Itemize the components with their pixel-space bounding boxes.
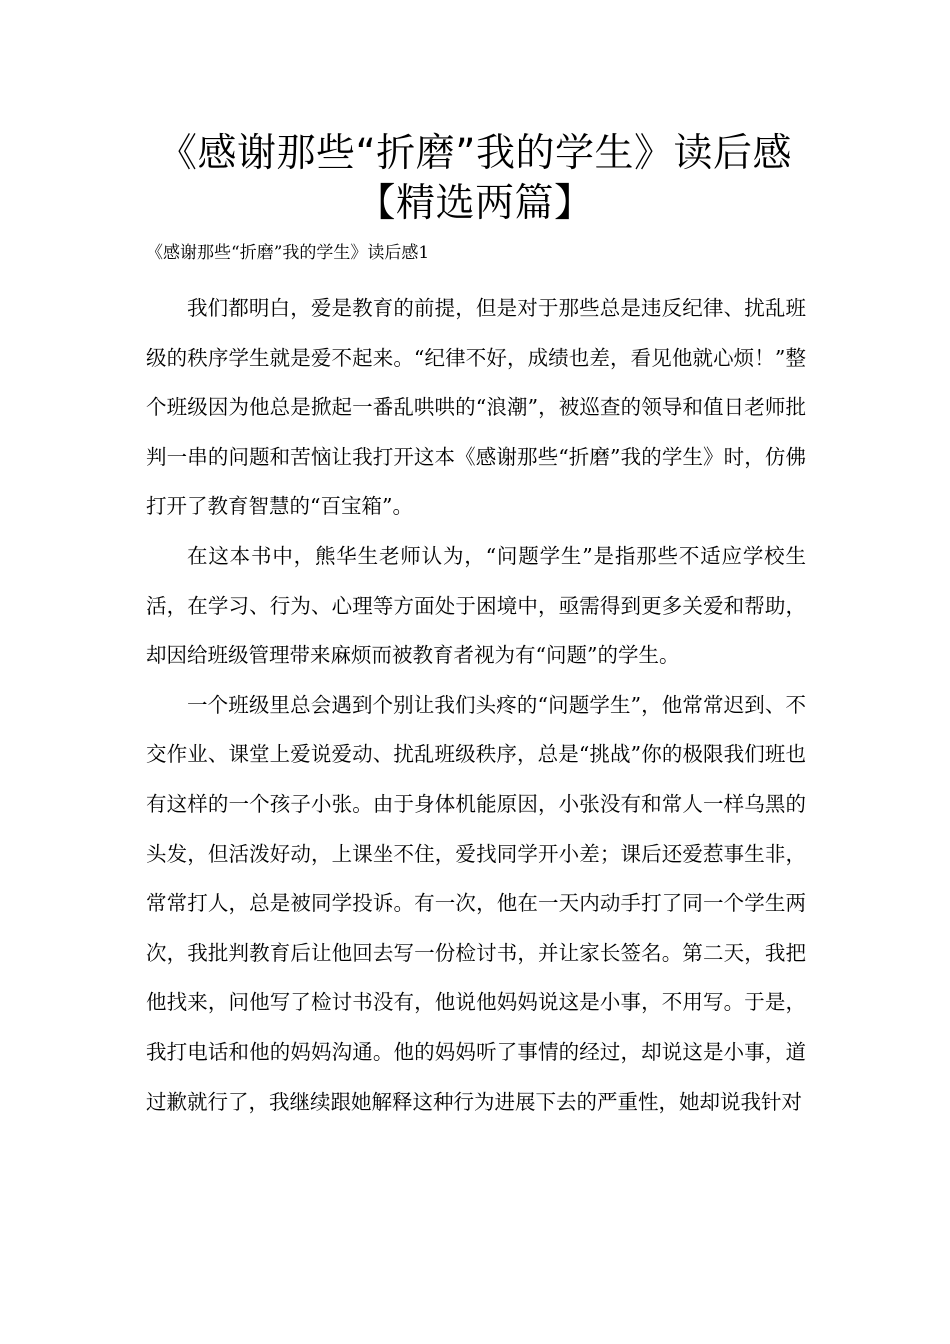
section-heading: 《感谢那些“折磨”我的学生》读后感1 — [146, 243, 430, 263]
document-body — [146, 284, 806, 1127]
paragraph-1: 我们都明白，爱是教育的前提，但是对于那些总是违反纪律、扰乱班级的秩序学生就是爱不起来。“纪律不好，成绩也差，看见他就心烦！”整个班级因为他总是掀起一番乱哄哄的“浪潮”，被巡查的领导和值日老师批判一串的问题和苦恼让我打开这本《感谢那些“折磨”我的学生》时，仿佛打开了教育智慧的“百宝箱”。 — [146, 296, 806, 519]
paragraph-2: 在这本书中，熊华生老师认为，“问题学生”是指那些不适应学校生活，在学习、行为、心理等方面处于困境中，亟需得到更多关爱和帮助，却因给班级管理带来麻烦而被教育者视为有“问题”的学生。 — [146, 543, 806, 668]
document-title-line-2: 【精选两篇】 — [356, 181, 594, 226]
document-title-line-1: 《感谢那些“折磨”我的学生》读后感 — [158, 131, 792, 176]
paragraph-3: 一个班级里总会遇到个别让我们头疼的“问题学生”，他常常迟到、不交作业、课堂上爱说爱动、扰乱班级秩序，总是“挑战”你的极限我们班也有这样的一个孩子小张。由于身体机能原因，小张没有和常人一样乌黑的头发，但活泼好动，上课坐不住，爱找同学开小差；课后还爱惹事生非，常常打人，总是被同学投诉。有一次，他在一天内动手打了同一个学生两次，我批判教育后让他回去写一份检讨书，并让家长签名。第二天，我把他找来，问他写了检讨书没有，他说他妈妈说这是小事，不用写。于是，我打电话和他的妈妈沟通。他的妈妈听了事情的经过，却说这是小事，道过歉就行了，我继续跟她解释这种行为进展下去的严重性，她却说我针对 — [146, 692, 806, 1114]
